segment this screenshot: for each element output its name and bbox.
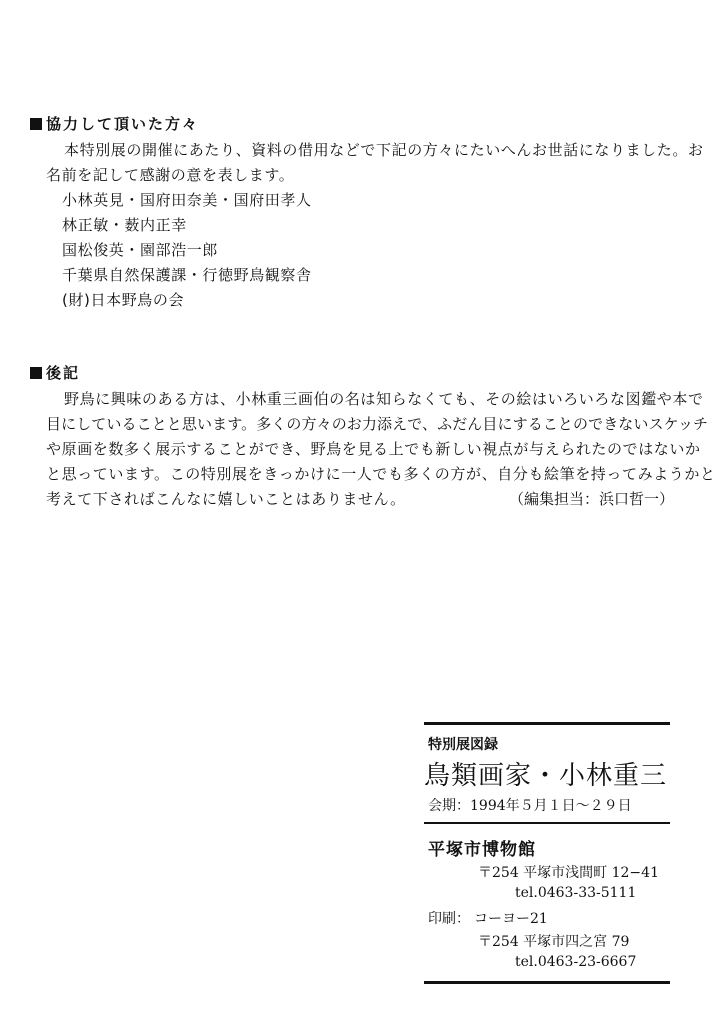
acknowledgement-name: 千葉県自然保護課・行徳野鳥観察舎	[62, 266, 312, 284]
colophon-period: 会期：1994年５月１日〜２９日	[428, 798, 632, 814]
acknowledgements-intro-line1: 本特別展の開催にあたり、資料の借用などで下記の方々にたいへんお世話になりました。お	[64, 141, 704, 159]
afterword-line: 考えて下さればこんなに嬉しいことはありません。	[46, 490, 406, 508]
square-bullet-icon	[30, 118, 42, 130]
colophon-label: 特別展図録	[428, 737, 498, 753]
acknowledgements-intro-line2: 名前を記して感謝の意を表します。	[46, 166, 295, 184]
acknowledgement-name: (財)日本野鳥の会	[62, 291, 185, 309]
afterword-editor: （編集担当：浜口哲一）	[508, 490, 674, 508]
acknowledgement-name: 国松俊英・園部浩一郎	[62, 241, 219, 259]
acknowledgement-name: 小林英見・国府田奈美・国府田孝人	[62, 191, 312, 209]
colophon-title: 鳥類画家・小林重三	[424, 761, 668, 791]
afterword-heading	[30, 362, 80, 383]
museum-tel: tel.0463-33-5111	[515, 885, 637, 901]
printer-label: 印刷：	[428, 911, 470, 927]
colophon-middle-rule	[424, 822, 670, 824]
acknowledgements-heading	[30, 113, 199, 134]
museum-address: 〒254 平塚市浅間町 12−41	[478, 865, 659, 881]
printer-address: 〒254 平塚市四之宮 79	[478, 934, 630, 950]
printer-name: コーヨー21	[474, 911, 548, 927]
afterword-line: 目にしていることと思います。多くの方々のお力添えで、ふだん目にすることのできないスケッチ	[46, 415, 709, 433]
afterword-line: や原画を数多く展示することができ、野鳥を見る上でも新しい視点が与えられたのではないか	[46, 440, 701, 458]
afterword-heading-text: 後記	[46, 364, 81, 382]
afterword-line: 野鳥に興味のある方は、小林重三画伯の名は知らなくても、その絵はいろいろな図鑑や本で	[64, 390, 704, 408]
acknowledgements-heading-text: 協力して頂いた方々	[46, 115, 200, 133]
colophon-top-rule	[424, 722, 670, 725]
printer-tel: tel.0463-23-6667	[515, 954, 637, 970]
acknowledgement-name: 林正敏・薮内正幸	[62, 216, 187, 234]
afterword-line: と思っています。この特別展をきっかけに一人でも多くの方が、自分も絵筆を持ってみようかと	[46, 465, 716, 483]
colophon-bottom-rule	[424, 981, 670, 984]
museum-name: 平塚市博物館	[428, 840, 536, 860]
square-bullet-icon	[30, 367, 42, 379]
